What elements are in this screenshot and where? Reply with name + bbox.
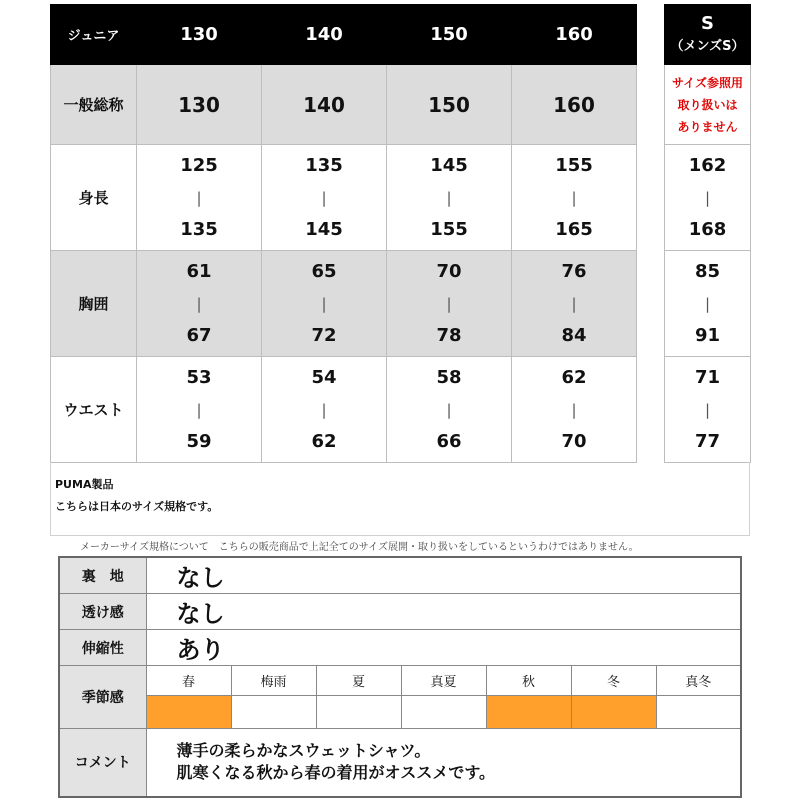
general-size-160: 160 [512,65,637,145]
height-range-140: 135 | 145 [262,145,387,251]
season-mark-spring [146,696,231,729]
mens-s-notice-row [665,65,751,145]
row-label-waist: ウエスト [51,357,137,463]
size-standard-note: こちらは日本のサイズ規格です。 [55,500,219,513]
stretch-label: 伸縮性 [59,630,146,666]
mens-s-height: 162 | 168 [665,145,751,251]
season-autumn: 秋 [486,666,571,696]
size-col-130: 130 [137,5,262,65]
comment-text: 薄手の柔らかなスウェットシャツ。 肌寒くなる秋から春の着用がオススメです。 [146,729,741,797]
stretch-row [59,630,741,666]
row-label-height: 身長 [51,145,137,251]
size-header-row [51,5,637,65]
lining-label: 裏 地 [59,557,146,594]
season-mark-summer [316,696,401,729]
sheer-label: 透け感 [59,594,146,630]
general-size-140: 140 [262,65,387,145]
general-size-row [51,65,637,145]
season-winter: 冬 [571,666,656,696]
chest-range-150: 70 | 78 [387,251,512,357]
season-mark-winter [571,696,656,729]
waist-range-150: 58 | 66 [387,357,512,463]
size-col-160: 160 [512,5,637,65]
waist-range-130: 53 | 59 [137,357,262,463]
chest-range-160: 76 | 84 [512,251,637,357]
row-label-junior: ジュニア [51,5,137,65]
season-mark-midsummer [401,696,486,729]
maker-size-disclaimer: メーカーサイズ規格について こちらの販売商品で上記全てのサイズ展開・取り扱いをしているというわけではありません。 [80,542,639,553]
season-mark-row [59,696,741,729]
size-col-150: 150 [387,5,512,65]
brand-note: PUMA製品 [55,478,114,491]
general-size-130: 130 [137,65,262,145]
mens-s-chest-row [665,251,751,357]
waist-range-140: 54 | 62 [262,357,387,463]
lining-row [59,557,741,594]
season-name-row [59,666,741,696]
chest-row [51,251,637,357]
height-range-150: 145 | 155 [387,145,512,251]
comment-row [59,729,741,797]
mens-s-waist-row [665,357,751,463]
height-range-130: 125 | 135 [137,145,262,251]
mens-s-size: S [701,12,714,34]
season-midsummer: 真夏 [401,666,486,696]
notes-box [50,462,750,536]
waist-range-160: 62 | 70 [512,357,637,463]
height-row [51,145,637,251]
season-summer: 夏 [316,666,401,696]
lining-value: なし [146,557,741,594]
season-mark-midwinter [656,696,741,729]
row-label-chest: 胸囲 [51,251,137,357]
chest-range-140: 65 | 72 [262,251,387,357]
season-mark-rainy [231,696,316,729]
season-spring: 春 [146,666,231,696]
mens-s-waist: 71 | 77 [665,357,751,463]
mens-s-chest: 85 | 91 [665,251,751,357]
mens-s-height-row [665,145,751,251]
sheer-row [59,594,741,630]
season-label: 季節感 [59,666,146,729]
comment-label: コメント [59,729,146,797]
row-label-general: 一般総称 [51,65,137,145]
chest-range-130: 61 | 67 [137,251,262,357]
season-rainy: 梅雨 [231,666,316,696]
mens-s-header [665,5,751,65]
stretch-value: あり [146,630,741,666]
sheer-value: なし [146,594,741,630]
size-table [50,4,637,463]
size-col-140: 140 [262,5,387,65]
mens-s-notice: サイズ参照用 取り扱いは ありません [665,65,751,145]
mens-s-sub: （メンズS） [670,38,745,54]
height-range-160: 155 | 165 [512,145,637,251]
general-size-150: 150 [387,65,512,145]
season-mark-autumn [486,696,571,729]
mens-s-reference-column [664,4,751,463]
product-spec-table [58,556,742,798]
season-midwinter: 真冬 [656,666,741,696]
waist-row [51,357,637,463]
